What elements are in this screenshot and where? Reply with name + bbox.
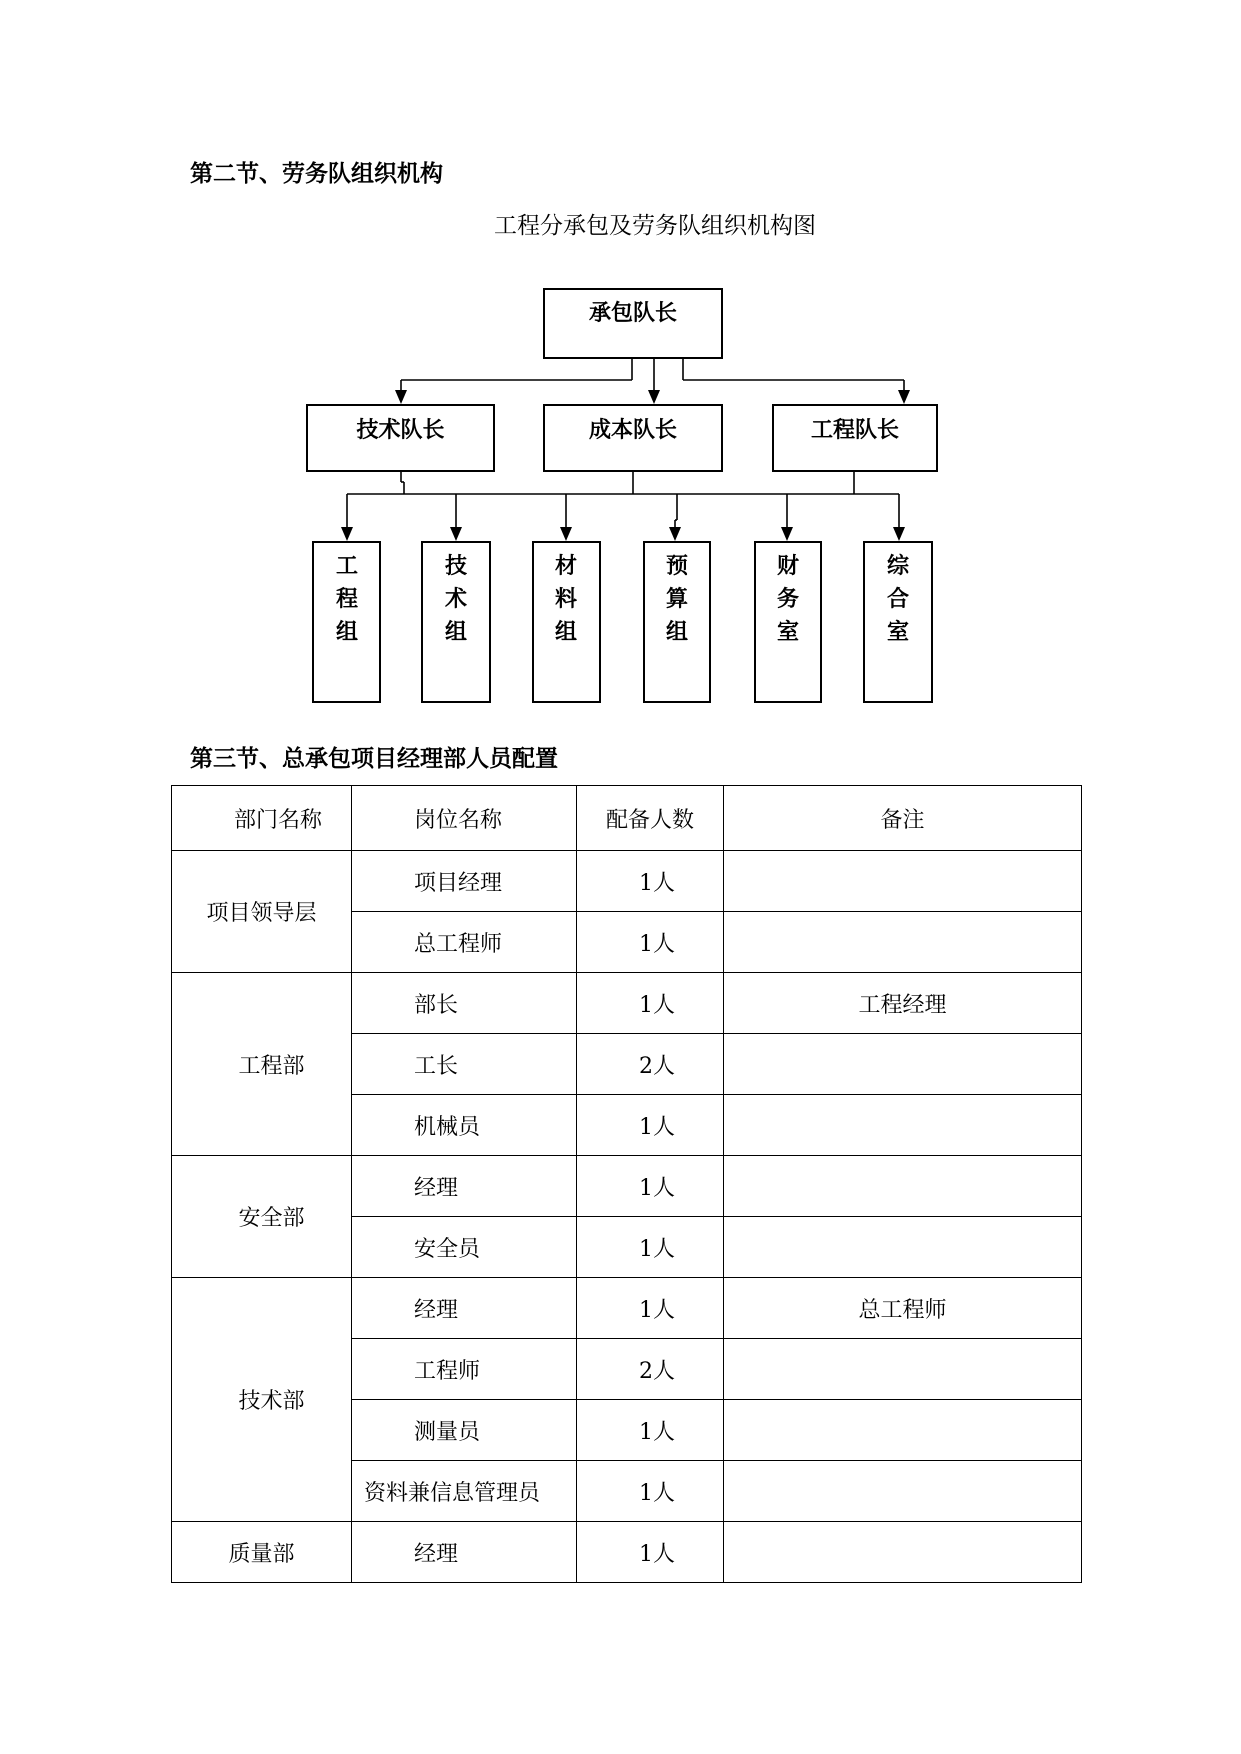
note-cell (724, 1522, 1082, 1583)
note-cell (724, 1400, 1082, 1461)
count-cell: 1人 (577, 973, 724, 1034)
table-row (172, 1156, 1082, 1217)
position-cell: 机械员 (352, 1095, 577, 1156)
note-cell (724, 1217, 1082, 1278)
arrow (395, 390, 407, 404)
table-row (172, 1522, 1082, 1583)
org-box-label-tech-leader: 技术队长 (356, 418, 445, 443)
column-header: 配备人数 (577, 786, 724, 851)
count-cell: 1人 (577, 1461, 724, 1522)
org-box-label-general-office: 综合室 (886, 554, 909, 645)
staffing-table (171, 785, 1082, 1583)
column-header: 岗位名称 (352, 786, 577, 851)
count-cell: 2人 (577, 1034, 724, 1095)
org-box-label-cost-leader: 成本队长 (588, 418, 677, 443)
note-cell (724, 1339, 1082, 1400)
table-row (172, 973, 1082, 1034)
department-cell: 质量部 (172, 1522, 352, 1583)
position-cell: 部长 (352, 973, 577, 1034)
org-box-label-finance-office: 财务室 (776, 554, 799, 645)
count-cell: 2人 (577, 1339, 724, 1400)
count-cell: 1人 (577, 1278, 724, 1339)
department-cell: 项目领导层 (172, 851, 352, 973)
note-cell: 工程经理 (724, 973, 1082, 1034)
note-cell (724, 1461, 1082, 1522)
org-box-label-tech-group: 技术组 (444, 554, 467, 645)
count-cell: 1人 (577, 1217, 724, 1278)
count-cell: 1人 (577, 1095, 724, 1156)
arrow (781, 527, 793, 541)
note-cell (724, 851, 1082, 912)
department-cell: 工程部 (172, 973, 352, 1156)
arrow (893, 527, 905, 541)
position-cell: 工程师 (352, 1339, 577, 1400)
position-cell: 经理 (352, 1278, 577, 1339)
count-cell: 1人 (577, 1156, 724, 1217)
table-row (172, 1278, 1082, 1339)
section-heading: 第三节、总承包项目经理部人员配置 (190, 746, 558, 772)
position-cell: 测量员 (352, 1400, 577, 1461)
column-header: 备注 (724, 786, 1082, 851)
department-cell: 安全部 (172, 1156, 352, 1278)
position-cell: 安全员 (352, 1217, 577, 1278)
position-cell: 资料兼信息管理员 (352, 1461, 577, 1522)
count-cell: 1人 (577, 1522, 724, 1583)
org-box-label-materials-group: 材料组 (554, 554, 577, 645)
position-cell: 经理 (352, 1156, 577, 1217)
org-chart-caption: 工程分承包及劳务队组织机构图 (494, 213, 816, 239)
count-cell: 1人 (577, 912, 724, 973)
department-cell: 技术部 (172, 1278, 352, 1522)
org-box-label-budget-group: 预算组 (665, 554, 688, 645)
arrow (669, 527, 681, 541)
note-cell (724, 1034, 1082, 1095)
arrow (450, 527, 462, 541)
position-cell: 经理 (352, 1522, 577, 1583)
note-cell: 总工程师 (724, 1278, 1082, 1339)
note-cell (724, 1095, 1082, 1156)
arrow (341, 527, 353, 541)
note-cell (724, 1156, 1082, 1217)
org-chart (0, 0, 1241, 720)
org-box-label-engineering-leader: 工程队长 (810, 418, 899, 443)
arrow (648, 390, 660, 404)
org-box-label-engineering-group: 工程组 (335, 554, 358, 645)
org-box-label-contract-leader: 承包队长 (588, 301, 677, 326)
count-cell: 1人 (577, 851, 724, 912)
table-row (172, 851, 1082, 912)
position-cell: 工长 (352, 1034, 577, 1095)
table-header-row (172, 786, 1082, 851)
arrow (560, 527, 572, 541)
position-cell: 项目经理 (352, 851, 577, 912)
note-cell (724, 912, 1082, 973)
position-cell: 总工程师 (352, 912, 577, 973)
column-header: 部门名称 (172, 786, 352, 851)
count-cell: 1人 (577, 1400, 724, 1461)
arrow (898, 390, 910, 404)
section-heading: 第二节、劳务队组织机构 (190, 161, 443, 187)
